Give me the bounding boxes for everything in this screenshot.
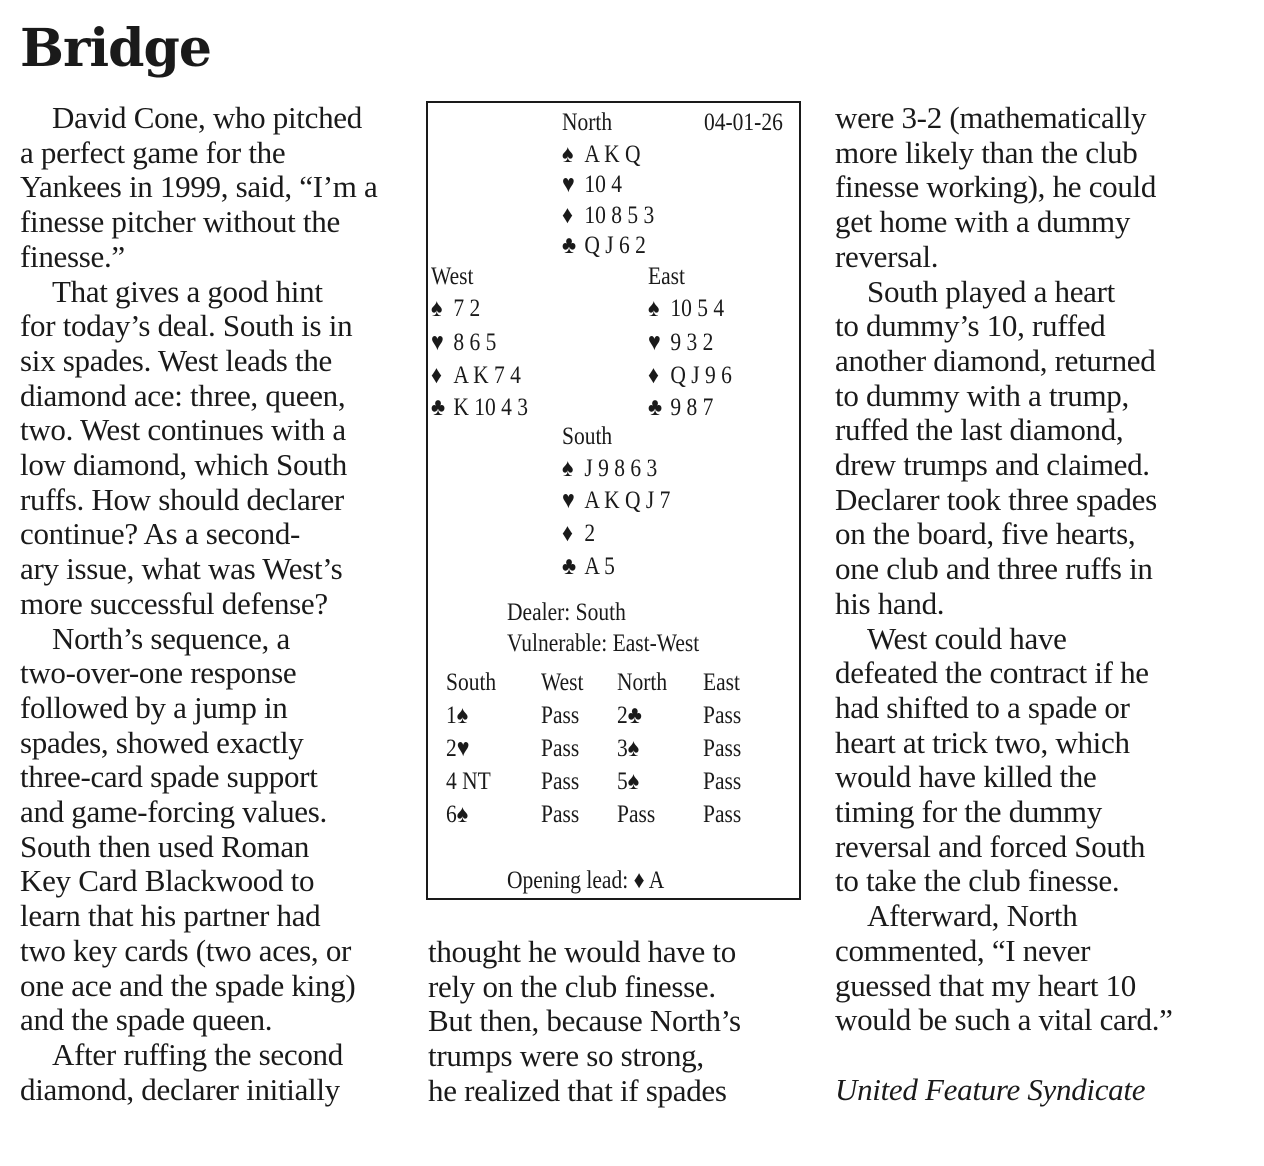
text-line: Key Card Blackwood to [20, 863, 315, 899]
east-label: East [648, 263, 686, 290]
text-line: followed by a jump in [20, 689, 288, 725]
text-line: on the board, five hearts, [835, 516, 1136, 552]
text-line: David Cone, who pitched [52, 100, 362, 135]
text-line: he realized that if spades [428, 1072, 727, 1108]
text-line: and game-forcing values. [20, 794, 327, 830]
text-line: thought he would have to [428, 934, 736, 969]
east-hearts-cards: 9 3 2 [670, 329, 714, 356]
text-line: reversal. [835, 238, 939, 274]
text-line: learn that his partner had [20, 898, 321, 934]
text-line: a perfect game for the [20, 134, 286, 170]
vulnerability-info: Vulnerable: East-West [507, 630, 700, 657]
text-line: low diamond, which South [20, 447, 347, 483]
north-hearts [562, 171, 622, 199]
text-line: reversal and forced South [835, 828, 1146, 864]
text-line: timing for the dummy [835, 794, 1102, 830]
east-diamonds [648, 362, 732, 390]
auction-bid: Pass [541, 801, 580, 828]
east-spades [648, 295, 724, 323]
text-line: would be such a vital card.” [835, 1002, 1173, 1038]
west-diamonds [431, 362, 521, 390]
north-diamonds-cards: 10 8 5 3 [584, 202, 655, 229]
text-line: heart at trick two, which [835, 724, 1130, 760]
heart-icon: ♥ [431, 329, 444, 356]
text-line: spades, showed exactly [20, 724, 304, 760]
south-hearts-cards: A K Q J 7 [584, 487, 671, 514]
south-spades-cards: J 9 8 6 3 [584, 455, 658, 482]
text-line: But then, because North’s [428, 1003, 741, 1039]
auction-bid: 4 NT [446, 768, 491, 795]
diamond-icon: ♦ [431, 362, 442, 389]
text-line: Yankees in 1999, said, “I’m a [20, 169, 378, 205]
text-line: South played a heart [867, 273, 1115, 309]
article-column-1 [20, 101, 405, 1107]
auction-bid: Pass [703, 768, 742, 795]
text-line: defeated the contract if he [835, 655, 1149, 691]
north-clubs [562, 232, 646, 260]
auction-bid: Pass [703, 801, 742, 828]
west-hearts-cards: 8 6 5 [453, 329, 497, 356]
club-icon: ♣ [648, 394, 663, 421]
east-clubs [648, 394, 713, 422]
auction-header-south: South [446, 669, 497, 696]
syndicate-credit: United Feature Syndicate [835, 1071, 1146, 1107]
blank-line [835, 1038, 1235, 1073]
article-column-2 [428, 935, 813, 1109]
auction-header-north: North [617, 669, 668, 696]
auction-bid: 5♠ [617, 768, 640, 795]
south-diamonds [562, 520, 595, 548]
text-line: Declarer took three spades [835, 481, 1157, 517]
text-line: one ace and the spade king) [20, 967, 356, 1003]
north-diamonds [562, 202, 654, 230]
heart-icon: ♥ [562, 171, 575, 198]
east-clubs-cards: 9 8 7 [670, 394, 714, 421]
auction-bid: Pass [703, 702, 742, 729]
auction-bid: 3♠ [617, 735, 640, 762]
text-line: trumps were so strong, [428, 1038, 704, 1074]
article-column-3 [835, 101, 1235, 1107]
west-diamonds-cards: A K 7 4 [453, 362, 521, 389]
text-line: more likely than the club [835, 134, 1138, 170]
west-spades-cards: 7 2 [453, 295, 481, 322]
headline: Bridge [20, 18, 211, 79]
text-line: Afterward, North [867, 898, 1078, 934]
east-diamonds-cards: Q J 9 6 [670, 362, 732, 389]
spade-icon: ♠ [648, 295, 660, 322]
text-line: That gives a good hint [52, 273, 323, 309]
text-line: After ruffing the second [52, 1036, 343, 1072]
text-line: two-over-one response [20, 655, 297, 691]
heart-icon: ♥ [562, 487, 575, 514]
text-line: to take the club finesse. [835, 863, 1120, 899]
dealer-info: Dealer: South [507, 599, 626, 626]
text-line: continue? As a second- [20, 516, 301, 552]
text-line: two key cards (two aces, or [20, 932, 352, 968]
diamond-icon: ♦ [562, 520, 573, 547]
south-hearts [562, 487, 670, 515]
opening-lead: Opening lead: ♦ A [507, 867, 665, 894]
east-hearts [648, 329, 713, 357]
text-line: would have killed the [835, 759, 1097, 795]
auction-bid: Pass [541, 735, 580, 762]
club-icon: ♣ [431, 394, 446, 421]
spade-icon: ♠ [562, 141, 574, 168]
text-line: more successful defense? [20, 585, 328, 621]
text-line: ary issue, what was West’s [20, 551, 343, 587]
west-clubs [431, 394, 528, 422]
text-line: another diamond, returned [835, 342, 1156, 378]
east-spades-cards: 10 5 4 [670, 295, 725, 322]
heart-icon: ♥ [648, 329, 661, 356]
text-line: drew trumps and claimed. [835, 447, 1150, 483]
diamond-icon: ♦ [562, 202, 573, 229]
auction-bid: Pass [541, 702, 580, 729]
text-line: diamond ace: three, queen, [20, 377, 346, 413]
south-diamonds-cards: 2 [584, 520, 596, 547]
deal-date: 04-01-26 [704, 109, 783, 136]
west-spades [431, 295, 480, 323]
text-line: to dummy’s 10, ruffed [835, 308, 1106, 344]
text-line: ruffed the last diamond, [835, 412, 1124, 448]
auction-bid: Pass [617, 801, 656, 828]
text-line: three-card spade support [20, 759, 318, 795]
text-line: get home with a dummy [835, 204, 1131, 240]
text-line: finesse.” [20, 238, 125, 274]
text-line: rely on the club finesse. [428, 968, 716, 1004]
north-spades [562, 141, 641, 169]
text-line: finesse working), he could [835, 169, 1157, 205]
bridge-deal-diagram [426, 101, 801, 900]
text-line: to dummy with a trump, [835, 377, 1129, 413]
text-line: one club and three ruffs in [835, 551, 1153, 587]
text-line: were 3-2 (mathematically [835, 100, 1147, 135]
south-clubs [562, 553, 615, 581]
west-clubs-cards: K 10 4 3 [453, 394, 529, 421]
auction-bid: 2♣ [617, 702, 642, 729]
auction-bid: 1♠ [446, 702, 469, 729]
spade-icon: ♠ [562, 455, 574, 482]
diamond-icon: ♦ [648, 362, 659, 389]
club-icon: ♣ [562, 553, 577, 580]
north-label: North [562, 109, 613, 136]
text-line: his hand. [835, 585, 945, 621]
north-spades-cards: A K Q [584, 141, 641, 168]
text-line: for today’s deal. South is in [20, 308, 353, 344]
text-line: finesse pitcher without the [20, 204, 340, 240]
auction-bid: Pass [703, 735, 742, 762]
south-label: South [562, 423, 613, 450]
auction-bid: Pass [541, 768, 580, 795]
auction-header-west: West [541, 669, 584, 696]
text-line: South then used Roman [20, 828, 310, 864]
spade-icon: ♠ [431, 295, 443, 322]
north-hearts-cards: 10 4 [584, 171, 622, 198]
auction-bid: 2♥ [446, 735, 470, 762]
text-line: ruffs. How should declarer [20, 481, 344, 517]
west-label: West [431, 263, 474, 290]
text-line: six spades. West leads the [20, 342, 332, 378]
text-line: West could have [867, 620, 1067, 656]
auction-header-east: East [703, 669, 741, 696]
text-line: diamond, declarer initially [20, 1071, 340, 1107]
west-hearts [431, 329, 496, 357]
text-line: and the spade queen. [20, 1002, 273, 1038]
text-line: commented, “I never [835, 932, 1091, 968]
text-line: had shifted to a spade or [835, 689, 1130, 725]
text-line: North’s sequence, a [52, 620, 290, 656]
club-icon: ♣ [562, 232, 577, 259]
text-line: guessed that my heart 10 [835, 967, 1136, 1003]
text-line: two. West continues with a [20, 412, 346, 448]
north-clubs-cards: Q J 6 2 [584, 232, 646, 259]
south-clubs-cards: A 5 [584, 553, 615, 580]
auction-bid: 6♠ [446, 801, 469, 828]
south-spades [562, 455, 657, 483]
